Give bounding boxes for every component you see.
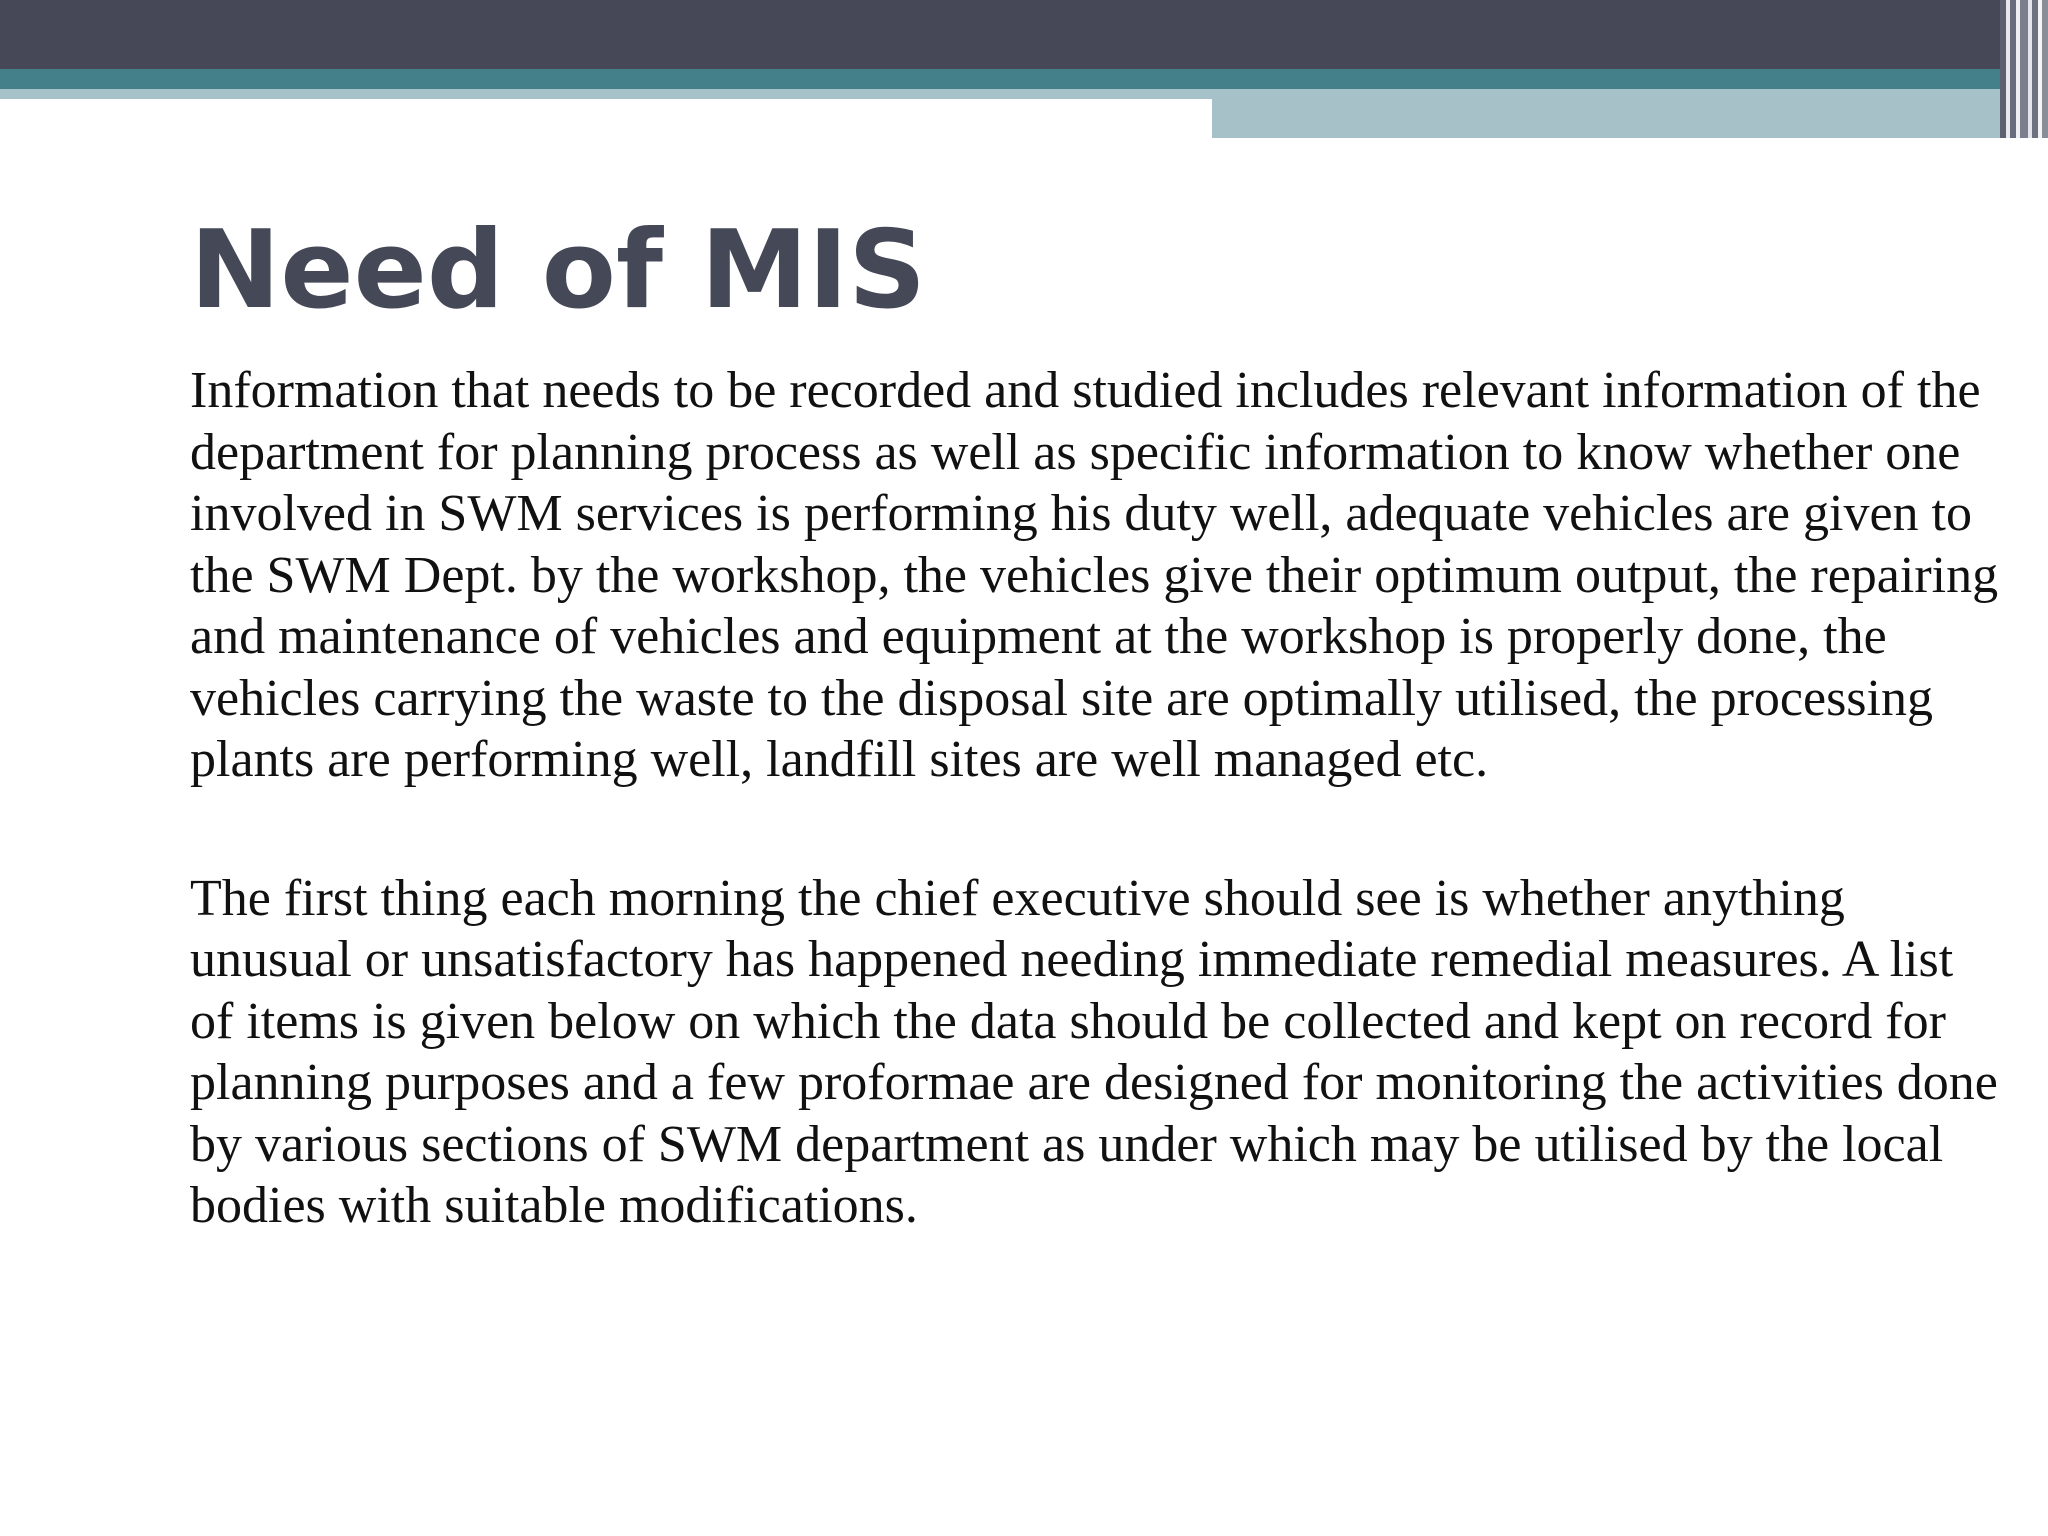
slide-title: Need of MIS (190, 208, 927, 333)
header-edge-stripes (2000, 0, 2048, 138)
body-paragraph-1: Information that needs to be recorded and studied includes relevant information of the department for planning process as well as specific information to know whether one involved in SWM services is performing his duty well, adequate vehicles are given to the SWM Dept. by the workshop, the vehicles give their optimum output, the repairing and maintenance of vehicles and equipment at the workshop is properly done, the vehicles carrying the waste to the disposal site are optimally utilised, the processing plants are performing well, landfill sites are well managed etc. (190, 362, 1999, 788)
header-teal-band (0, 69, 2048, 89)
header-light-line (0, 89, 1212, 99)
body-paragraph-2: The first thing each morning the chief executive should see is whether anything unusual or unsatisfactory has happened needing immediate remedial measures. A list of items is given below on which the data should be collected and kept on record for planning purposes and a few proformae are designed for monitoring the activities done by various sections of SWM department as under which may be utilised by the local bodies with suitable modifications. (190, 869, 1998, 1234)
header-dark-band (0, 0, 2048, 69)
header-light-band (1212, 89, 2048, 138)
slide-body (190, 360, 2000, 1237)
